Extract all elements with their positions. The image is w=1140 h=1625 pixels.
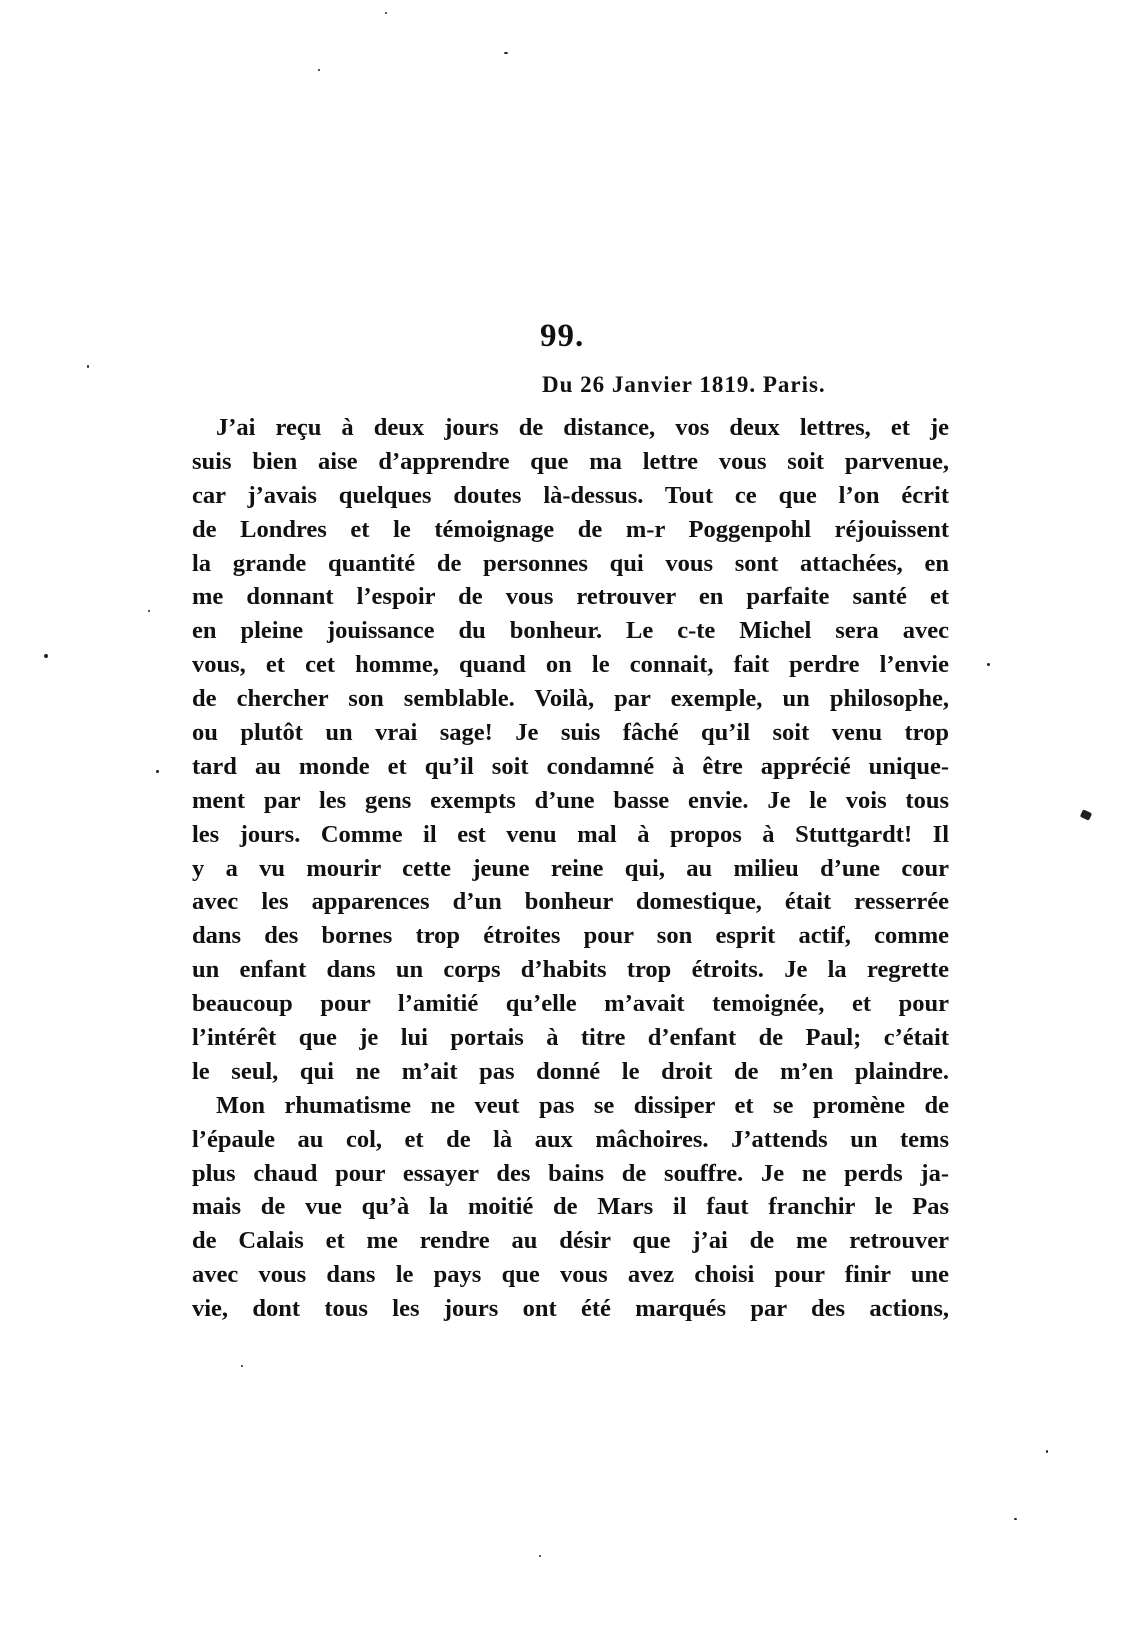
- text-line: en pleine jouissance du bonheur. Le c-te Michel sera avec: [192, 617, 949, 645]
- scan-speck: [1080, 809, 1092, 820]
- scan-speck: [44, 654, 48, 658]
- letter-number: 99.: [540, 318, 585, 354]
- text-line: ment par les gens exempts d’une basse envie. Je le vois tous: [192, 786, 949, 814]
- text-line: J’ai reçu à deux jours de distance, vos deux lettres, et je: [216, 414, 949, 441]
- scan-speck: [1014, 1518, 1017, 1520]
- text-line: dans des bornes trop étroites pour son esprit actif, comme: [192, 922, 949, 950]
- letter-dateline: Du 26 Janvier 1819. Paris.: [542, 372, 826, 397]
- scan-speck: [385, 12, 387, 14]
- text-line: suis bien aise d’apprendre que ma lettre vous soit parvenue,: [192, 447, 949, 475]
- text-line: me donnant l’espoir de vous retrouver en parfaite santé et: [192, 583, 949, 611]
- text-line: vous, et cet homme, quand on le connait, fait perdre l’envie: [192, 651, 949, 679]
- text-line: de Londres et le témoignage de m-r Poggenpohl réjouissent: [192, 515, 949, 543]
- text-line: avec vous dans le pays que vous avez choisi pour finir une: [192, 1261, 949, 1289]
- text-line: mais de vue qu’à la moitié de Mars il faut franchir le Pas: [192, 1193, 949, 1221]
- text-line: avec les apparences d’un bonheur domestique, était resserrée: [192, 888, 949, 916]
- text-line: plus chaud pour essayer des bains de souffre. Je ne perds ja-: [192, 1159, 949, 1187]
- text-line: les jours. Comme il est venu mal à propos à Stuttgardt! Il: [192, 820, 949, 848]
- text-line: un enfant dans un corps d’habits trop étroits. Je la regrette: [192, 956, 949, 984]
- text-line: car j’avais quelques doutes là-dessus. Tout ce que l’on écrit: [192, 481, 949, 509]
- text-line: l’épaule au col, et de là aux mâchoires. J’attends un tems: [192, 1125, 949, 1153]
- text-line: tard au monde et qu’il soit condamné à être apprécié unique-: [192, 752, 949, 780]
- scan-speck: [1046, 1450, 1048, 1453]
- scan-speck: [241, 1365, 243, 1367]
- scan-speck: [156, 770, 159, 773]
- scan-speck: [318, 69, 320, 71]
- scan-speck: [148, 610, 150, 612]
- text-line: le seul, qui ne m’ait pas donné le droit de m’en plaindre.: [192, 1057, 949, 1085]
- scan-speck: [504, 52, 508, 54]
- text-line: beaucoup pour l’amitié qu’elle m’avait temoignée, et pour: [192, 990, 949, 1018]
- scan-speck: [87, 365, 89, 368]
- text-line: ou plutôt un vrai sage! Je suis fâché qu’il soit venu trop: [192, 719, 949, 747]
- scan-speck: [987, 663, 990, 666]
- text-line: de chercher son semblable. Voilà, par exemple, un philosophe,: [192, 685, 949, 713]
- text-line: la grande quantité de personnes qui vous sont attachées, en: [192, 549, 949, 577]
- text-line: de Calais et me rendre au désir que j’ai de me retrouver: [192, 1227, 949, 1255]
- text-line: vie, dont tous les jours ont été marqués par des actions,: [192, 1295, 949, 1323]
- text-line: l’intérêt que je lui portais à titre d’enfant de Paul; c’était: [192, 1024, 949, 1052]
- letter-body: [192, 411, 949, 1326]
- text-line: Mon rhumatisme ne veut pas se dissiper et se promène de: [216, 1091, 949, 1119]
- scan-speck: [539, 1555, 541, 1557]
- text-line: y a vu mourir cette jeune reine qui, au milieu d’une cour: [192, 854, 949, 882]
